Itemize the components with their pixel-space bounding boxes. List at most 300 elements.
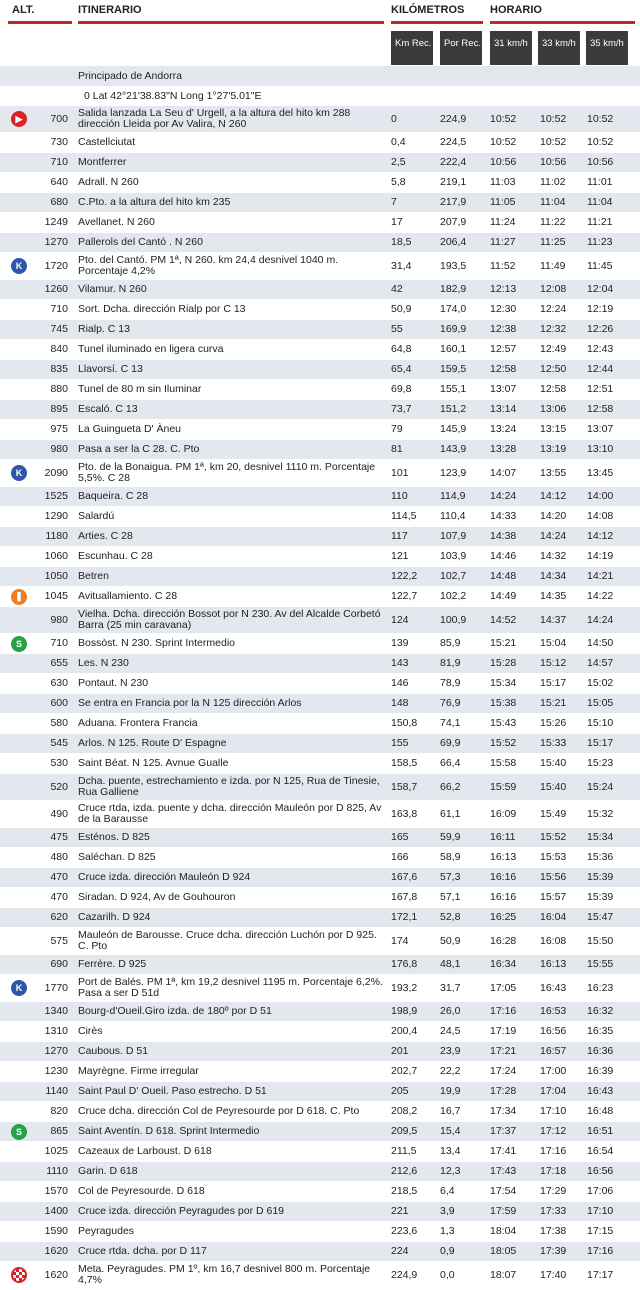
cell-itinerary: Cruce dcha. dirección Col de Peyresourde por D 618. C. Pto	[78, 1105, 360, 1117]
cell-km-remaining: 57,1	[440, 891, 461, 903]
cell-itinerary: Saint Aventín. D 618. Sprint Intermedio	[78, 1125, 260, 1137]
cell-km-rec: 193,2	[391, 981, 418, 994]
cell-time-31: 12:30	[490, 303, 517, 315]
table-row	[0, 955, 640, 975]
cell-km-rec: 55	[391, 323, 403, 335]
cell-time-33: 17:04	[540, 1085, 567, 1097]
table-row	[0, 734, 640, 754]
cell-time-35: 12:58	[587, 403, 614, 415]
cell-km-rec: 167,8	[391, 891, 418, 903]
cell-time-35: 14:00	[587, 490, 614, 502]
cell-time-31: 17:34	[490, 1105, 517, 1117]
cell-km-remaining: 102,7	[440, 570, 467, 582]
cell-time-33: 14:35	[540, 590, 567, 602]
cell-km-remaining: 219,1	[440, 176, 467, 188]
cell-time-33: 17:10	[540, 1105, 567, 1117]
cell-time-33: 12:24	[540, 303, 567, 315]
cell-itinerary: Esténos. D 825	[78, 831, 150, 843]
cell-time-35: 12:04	[587, 283, 614, 295]
table-row	[0, 460, 640, 487]
cell-altitude: 980	[50, 443, 68, 455]
cell-time-33: 17:29	[540, 1185, 567, 1197]
table-row	[0, 173, 640, 193]
cell-time-31: 17:21	[490, 1045, 517, 1057]
preamble-place-row	[0, 66, 640, 86]
cell-km-rec: 224	[391, 1245, 409, 1257]
cell-km-remaining: 69,9	[440, 737, 461, 749]
mountain-prize-icon: K	[11, 258, 27, 274]
cell-time-35: 16:39	[587, 1065, 614, 1077]
table-row	[0, 233, 640, 253]
cell-km-rec: 110	[391, 490, 408, 502]
cell-km-rec: 17	[391, 216, 403, 228]
col-kilometros-header: KILÓMETROS	[391, 4, 465, 16]
cell-time-35: 11:04	[587, 196, 613, 208]
cell-time-35: 12:19	[587, 303, 614, 315]
cell-altitude: 1180	[45, 530, 68, 542]
cell-itinerary: Cruce rtda. dcha. por D 117	[78, 1245, 207, 1257]
cell-time-33: 11:04	[540, 196, 566, 208]
cell-time-31: 16:13	[490, 851, 517, 863]
subheader-31kmh: 31 km/h	[490, 31, 532, 65]
cell-time-35: 15:47	[587, 911, 614, 923]
cell-time-33: 16:04	[540, 911, 567, 923]
cell-km-remaining: 169,9	[440, 323, 467, 335]
cell-km-rec: 42	[391, 283, 403, 295]
cell-altitude: 1620	[44, 1245, 68, 1257]
cell-altitude: 1270	[44, 1045, 68, 1057]
table-row	[0, 1162, 640, 1182]
cell-time-33: 14:32	[540, 550, 567, 562]
cell-time-31: 17:16	[490, 1005, 517, 1017]
cell-time-35: 15:24	[587, 780, 614, 793]
cell-altitude: 530	[50, 757, 68, 769]
cell-altitude: 2090	[44, 466, 68, 479]
cell-itinerary: Avellanet. N 260	[78, 216, 155, 228]
cell-km-rec: 209,5	[391, 1125, 418, 1137]
cell-time-31: 14:48	[490, 570, 517, 582]
cell-km-rec: 117	[391, 530, 408, 542]
cell-itinerary: La Guingueta D' Àneu	[78, 423, 181, 435]
cell-time-33: 11:02	[540, 176, 566, 188]
cell-altitude: 980	[50, 613, 68, 626]
sprint-icon: S	[11, 636, 27, 652]
cell-time-35: 13:10	[587, 443, 614, 455]
cell-time-33: 11:22	[540, 216, 566, 228]
cell-time-35: 15:05	[587, 697, 614, 709]
cell-time-33: 15:17	[540, 677, 567, 689]
cell-km-rec: 0,4	[391, 136, 406, 148]
cell-time-35: 15:23	[587, 757, 614, 769]
cell-time-31: 17:59	[490, 1205, 517, 1217]
cell-itinerary: Tunel de 80 m sin Iluminar	[78, 383, 202, 395]
cell-km-rec: 176,8	[391, 958, 418, 970]
cell-km-rec: 205	[391, 1085, 409, 1097]
cell-time-35: 12:43	[587, 343, 614, 355]
cell-time-31: 10:56	[490, 156, 517, 168]
table-row	[0, 507, 640, 527]
table-row	[0, 674, 640, 694]
cell-time-31: 17:05	[490, 981, 517, 994]
cell-time-33: 16:43	[540, 981, 567, 994]
cell-km-rec: 212,6	[391, 1165, 418, 1177]
cell-itinerary: Castellciutat	[78, 136, 136, 148]
table-row	[0, 1202, 640, 1222]
cell-time-31: 15:43	[490, 717, 517, 729]
cell-km-remaining: 0,0	[440, 1268, 455, 1281]
cell-km-remaining: 206,4	[440, 236, 467, 248]
cell-itinerary: Avituallamiento. C 28	[78, 590, 178, 602]
cell-km-remaining: 66,4	[440, 757, 461, 769]
cell-itinerary: Cruce izda. dirección Mauleón D 924	[78, 871, 251, 883]
table-row	[0, 380, 640, 400]
cell-time-35: 15:02	[587, 677, 614, 689]
cell-km-rec: 202,7	[391, 1065, 418, 1077]
cell-km-rec: 124	[391, 613, 409, 626]
cell-time-31: 14:33	[490, 510, 517, 522]
cell-time-33: 15:53	[540, 851, 567, 863]
cell-km-rec: 122,2	[391, 570, 418, 582]
cell-altitude: 1570	[44, 1185, 68, 1197]
table-row	[0, 888, 640, 908]
cell-km-rec: 208,2	[391, 1105, 418, 1117]
header-underline	[490, 21, 635, 24]
cell-km-rec: 5,8	[391, 176, 406, 188]
table-row	[0, 1002, 640, 1022]
cell-itinerary: Cazeaux de Larboust. D 618	[78, 1145, 212, 1157]
cell-time-31: 14:46	[490, 550, 517, 562]
cell-km-remaining: 76,9	[440, 697, 461, 709]
cell-time-33: 14:12	[540, 490, 567, 502]
cell-km-rec: 198,9	[391, 1005, 418, 1017]
table-row	[0, 928, 640, 955]
header-underline	[391, 21, 483, 24]
cell-time-33: 13:55	[540, 466, 567, 479]
cell-itinerary: Mauleón de Barousse. Cruce dcha. dirección Luchón por D 925. C. Pto	[78, 929, 377, 952]
col-itinerario-header: ITINERARIO	[78, 4, 142, 16]
cell-time-31: 14:38	[490, 530, 517, 542]
cell-time-35: 10:56	[587, 156, 614, 168]
cell-time-35: 16:32	[587, 1005, 614, 1017]
cell-km-remaining: 13,4	[440, 1145, 461, 1157]
cell-altitude: 630	[50, 677, 68, 689]
table-row	[0, 694, 640, 714]
cell-time-31: 14:24	[490, 490, 517, 502]
cell-km-remaining: 6,4	[440, 1185, 455, 1197]
cell-km-remaining: 61,1	[440, 807, 461, 820]
cell-altitude: 1525	[44, 490, 68, 502]
cell-time-33: 17:00	[540, 1065, 567, 1077]
cell-altitude: 470	[50, 871, 68, 883]
preamble-place: Principado de Andorra	[78, 70, 182, 82]
cell-itinerary: Arlos. N 125. Route D' Espagne	[78, 737, 227, 749]
cell-itinerary: Caubous. D 51	[78, 1045, 149, 1057]
cell-km-rec: 201	[391, 1045, 409, 1057]
mountain-prize-icon: K	[11, 465, 27, 481]
cell-time-31: 15:21	[490, 637, 517, 649]
table-row	[0, 1102, 640, 1122]
cell-time-35: 10:52	[587, 136, 614, 148]
table-row	[0, 527, 640, 547]
cell-itinerary: Pontaut. N 230	[78, 677, 149, 689]
subheader-35kmh: 35 km/h	[586, 31, 628, 65]
cell-time-31: 17:54	[490, 1185, 517, 1197]
cell-itinerary: Rialp. C 13	[78, 323, 130, 335]
cell-itinerary: Ferrère. D 925	[78, 958, 147, 970]
cell-km-rec: 69,8	[391, 383, 412, 395]
cell-time-33: 14:37	[540, 613, 567, 626]
cell-km-rec: 166	[391, 851, 409, 863]
cell-time-35: 15:55	[587, 958, 614, 970]
cell-km-remaining: 22,2	[440, 1065, 461, 1077]
cell-time-35: 14:24	[587, 613, 614, 626]
feed-zone-icon: ❚	[11, 589, 27, 605]
cell-km-rec: 64,8	[391, 343, 412, 355]
subheader-por-rec: Por Rec.	[440, 31, 482, 65]
cell-itinerary: Bossòst. N 230. Sprint Intermedio	[78, 637, 235, 649]
cell-altitude: 835	[50, 363, 68, 375]
cell-time-31: 10:52	[490, 136, 517, 148]
cell-itinerary: Salida lanzada La Seu d' Urgell, a la altura del hito km 288 dirección Lleida por Av Valira, N 260	[78, 107, 351, 130]
cell-time-31: 11:05	[490, 196, 516, 208]
cell-km-rec: 172,1	[391, 911, 418, 923]
cell-time-33: 11:25	[540, 236, 566, 248]
cell-altitude: 1249	[44, 216, 68, 228]
subheader-km-rec: Km Rec.	[391, 31, 433, 65]
cell-time-33: 13:19	[540, 443, 567, 455]
cell-itinerary: Saint Paul D' Oueil. Paso estrecho. D 51	[78, 1085, 267, 1097]
table-row	[0, 654, 640, 674]
cell-time-33: 17:38	[540, 1225, 567, 1237]
cell-time-35: 15:36	[587, 851, 614, 863]
cell-time-31: 12:38	[490, 323, 517, 335]
cell-time-35: 17:15	[587, 1225, 614, 1237]
cell-km-remaining: 222,4	[440, 156, 467, 168]
cell-km-rec: 163,8	[391, 807, 418, 820]
cell-time-33: 15:49	[540, 807, 567, 820]
cell-itinerary: Saint Béat. N 125. Avnue Gualle	[78, 757, 229, 769]
cell-km-remaining: 207,9	[440, 216, 467, 228]
cell-itinerary: Col de Peyresourde. D 618	[78, 1185, 205, 1197]
table-row	[0, 400, 640, 420]
cell-km-rec: 139	[391, 637, 409, 649]
cell-itinerary: Meta. Peyragudes. PM 1º, km 16,7 desnivel 800 m. Porcentaje 4,7%	[78, 1263, 371, 1286]
cell-time-31: 18:07	[490, 1268, 517, 1281]
cell-time-35: 17:06	[587, 1185, 614, 1197]
table-row	[0, 908, 640, 928]
cell-km-remaining: 15,4	[440, 1125, 461, 1137]
cell-km-remaining: 57,3	[440, 871, 461, 883]
cell-itinerary: Baqueira. C 28	[78, 490, 149, 502]
cell-time-31: 15:58	[490, 757, 517, 769]
cell-km-remaining: 78,9	[440, 677, 461, 689]
table-row	[0, 1242, 640, 1262]
cell-time-33: 15:57	[540, 891, 567, 903]
cell-time-33: 15:52	[540, 831, 567, 843]
cell-time-31: 14:49	[490, 590, 517, 602]
cell-km-remaining: 16,7	[440, 1105, 461, 1117]
cell-km-rec: 223,6	[391, 1225, 418, 1237]
cell-altitude: 730	[50, 136, 68, 148]
cell-itinerary: Les. N 230	[78, 657, 129, 669]
table-row	[0, 848, 640, 868]
cell-km-rec: 73,7	[391, 403, 412, 415]
cell-time-33: 17:16	[540, 1145, 567, 1157]
table-row	[0, 801, 640, 828]
cell-itinerary: Cazarilh. D 924	[78, 911, 151, 923]
table-row	[0, 754, 640, 774]
cell-km-remaining: 217,9	[440, 196, 467, 208]
cell-itinerary: C.Pto. a la altura del hito km 235	[78, 196, 231, 208]
cell-itinerary: Mayrègne. Firme irregular	[78, 1065, 199, 1077]
cell-itinerary: Siradan. D 924, Av de Gouhouron	[78, 891, 236, 903]
cell-km-rec: 0	[391, 112, 397, 125]
cell-time-31: 13:28	[490, 443, 517, 455]
cell-km-rec: 146	[391, 677, 409, 689]
table-row	[0, 547, 640, 567]
cell-time-31: 17:28	[490, 1085, 517, 1097]
cell-altitude: 1340	[44, 1005, 68, 1017]
cell-km-remaining: 85,9	[440, 637, 461, 649]
cell-time-31: 10:52	[490, 112, 517, 125]
cell-km-rec: 65,4	[391, 363, 412, 375]
cell-altitude: 475	[50, 831, 68, 843]
cell-km-rec: 221	[391, 1205, 409, 1217]
cell-time-33: 10:56	[540, 156, 567, 168]
cell-time-35: 17:17	[587, 1268, 614, 1281]
cell-altitude: 1060	[44, 550, 68, 562]
cell-time-33: 16:57	[540, 1045, 567, 1057]
cell-time-31: 11:24	[490, 216, 516, 228]
cell-time-31: 12:57	[490, 343, 517, 355]
cell-altitude: 880	[50, 383, 68, 395]
cell-time-35: 16:48	[587, 1105, 614, 1117]
cell-time-35: 14:12	[587, 530, 614, 542]
cell-km-remaining: 159,5	[440, 363, 467, 375]
cell-km-remaining: 100,9	[440, 613, 467, 626]
cell-time-31: 11:27	[490, 236, 516, 248]
table-row	[0, 587, 640, 607]
cell-time-33: 15:40	[540, 780, 567, 793]
cell-altitude: 480	[50, 851, 68, 863]
cell-time-33: 14:24	[540, 530, 567, 542]
cell-time-31: 12:58	[490, 363, 517, 375]
cell-itinerary: Arties. C 28	[78, 530, 133, 542]
cell-time-33: 17:12	[540, 1125, 567, 1137]
cell-time-35: 17:10	[587, 1205, 614, 1217]
cell-km-remaining: 193,5	[440, 259, 467, 272]
cell-altitude: 1770	[44, 981, 68, 994]
cell-altitude: 1590	[44, 1225, 68, 1237]
cell-altitude: 490	[50, 807, 68, 820]
cell-altitude: 580	[50, 717, 68, 729]
cell-time-35: 14:21	[587, 570, 614, 582]
cell-km-remaining: 107,9	[440, 530, 467, 542]
cell-itinerary: Saléchan. D 825	[78, 851, 156, 863]
cell-time-33: 13:15	[540, 423, 567, 435]
cell-altitude: 1400	[44, 1205, 68, 1217]
cell-km-remaining: 59,9	[440, 831, 461, 843]
cell-itinerary: Escaló. C 13	[78, 403, 138, 415]
cell-itinerary: Escunhau. C 28	[78, 550, 153, 562]
cell-altitude: 840	[50, 343, 68, 355]
cell-time-35: 16:54	[587, 1145, 614, 1157]
cell-time-35: 16:51	[587, 1125, 614, 1137]
header-underline	[8, 21, 72, 24]
table-row	[0, 193, 640, 213]
cell-altitude: 710	[50, 637, 68, 649]
cell-altitude: 820	[50, 1105, 68, 1117]
cell-itinerary: Adrall. N 260	[78, 176, 139, 188]
cell-itinerary: Se entra en Francia por la N 125 dirección Arlos	[78, 697, 302, 709]
cell-km-remaining: 224,9	[440, 112, 467, 125]
cell-time-31: 17:37	[490, 1125, 517, 1137]
cell-time-31: 16:16	[490, 871, 517, 883]
cell-time-33: 16:53	[540, 1005, 567, 1017]
cell-km-remaining: 143,9	[440, 443, 467, 455]
cell-altitude: 1110	[46, 1165, 68, 1177]
cell-km-rec: 158,5	[391, 757, 418, 769]
table-row	[0, 1022, 640, 1042]
cell-itinerary: Pasa a ser la C 28. C. Pto	[78, 443, 200, 455]
cell-time-31: 14:52	[490, 613, 517, 626]
cell-km-rec: 50,9	[391, 303, 412, 315]
table-row	[0, 868, 640, 888]
cell-km-rec: 114,5	[391, 510, 417, 522]
start-icon: ▶	[11, 111, 27, 127]
cell-time-35: 14:22	[587, 590, 614, 602]
cell-km-remaining: 3,9	[440, 1205, 455, 1217]
table-row	[0, 253, 640, 280]
cell-itinerary: Montferrer	[78, 156, 127, 168]
cell-km-rec: 101	[391, 466, 409, 479]
table-row	[0, 153, 640, 173]
cell-time-35: 11:23	[587, 236, 613, 248]
cell-time-31: 16:11	[490, 831, 516, 843]
cell-itinerary: Cruce izda. dirección Peyragudes por D 619	[78, 1205, 285, 1217]
table-row	[0, 360, 640, 380]
table-row	[0, 280, 640, 300]
cell-time-33: 16:13	[540, 958, 567, 970]
cell-altitude: 600	[50, 697, 68, 709]
cell-km-remaining: 26,0	[440, 1005, 461, 1017]
table-row	[0, 828, 640, 848]
cell-time-31: 12:13	[490, 283, 517, 295]
preamble-coords-row	[0, 86, 640, 106]
cell-itinerary: Cirès	[78, 1025, 103, 1037]
cell-time-33: 15:33	[540, 737, 567, 749]
cell-time-33: 10:52	[540, 136, 567, 148]
cell-km-remaining: 48,1	[440, 958, 461, 970]
preamble-coords: 0 Lat 42°21'38.83"N Long 1°27'5.01"E	[84, 90, 262, 102]
cell-km-remaining: 160,1	[440, 343, 467, 355]
cell-time-35: 15:39	[587, 891, 614, 903]
table-row	[0, 774, 640, 801]
cell-time-35: 11:01	[587, 176, 613, 188]
cell-altitude: 575	[50, 934, 68, 947]
cell-time-35: 15:50	[587, 934, 614, 947]
cell-km-remaining: 155,1	[440, 383, 467, 395]
cell-time-33: 17:39	[540, 1245, 567, 1257]
header-underline	[78, 21, 384, 24]
cell-time-35: 14:57	[587, 657, 614, 669]
cell-km-remaining: 145,9	[440, 423, 467, 435]
cell-time-33: 12:49	[540, 343, 567, 355]
table-row	[0, 213, 640, 233]
cell-time-31: 15:52	[490, 737, 517, 749]
cell-km-remaining: 0,9	[440, 1245, 455, 1257]
table-row	[0, 487, 640, 507]
